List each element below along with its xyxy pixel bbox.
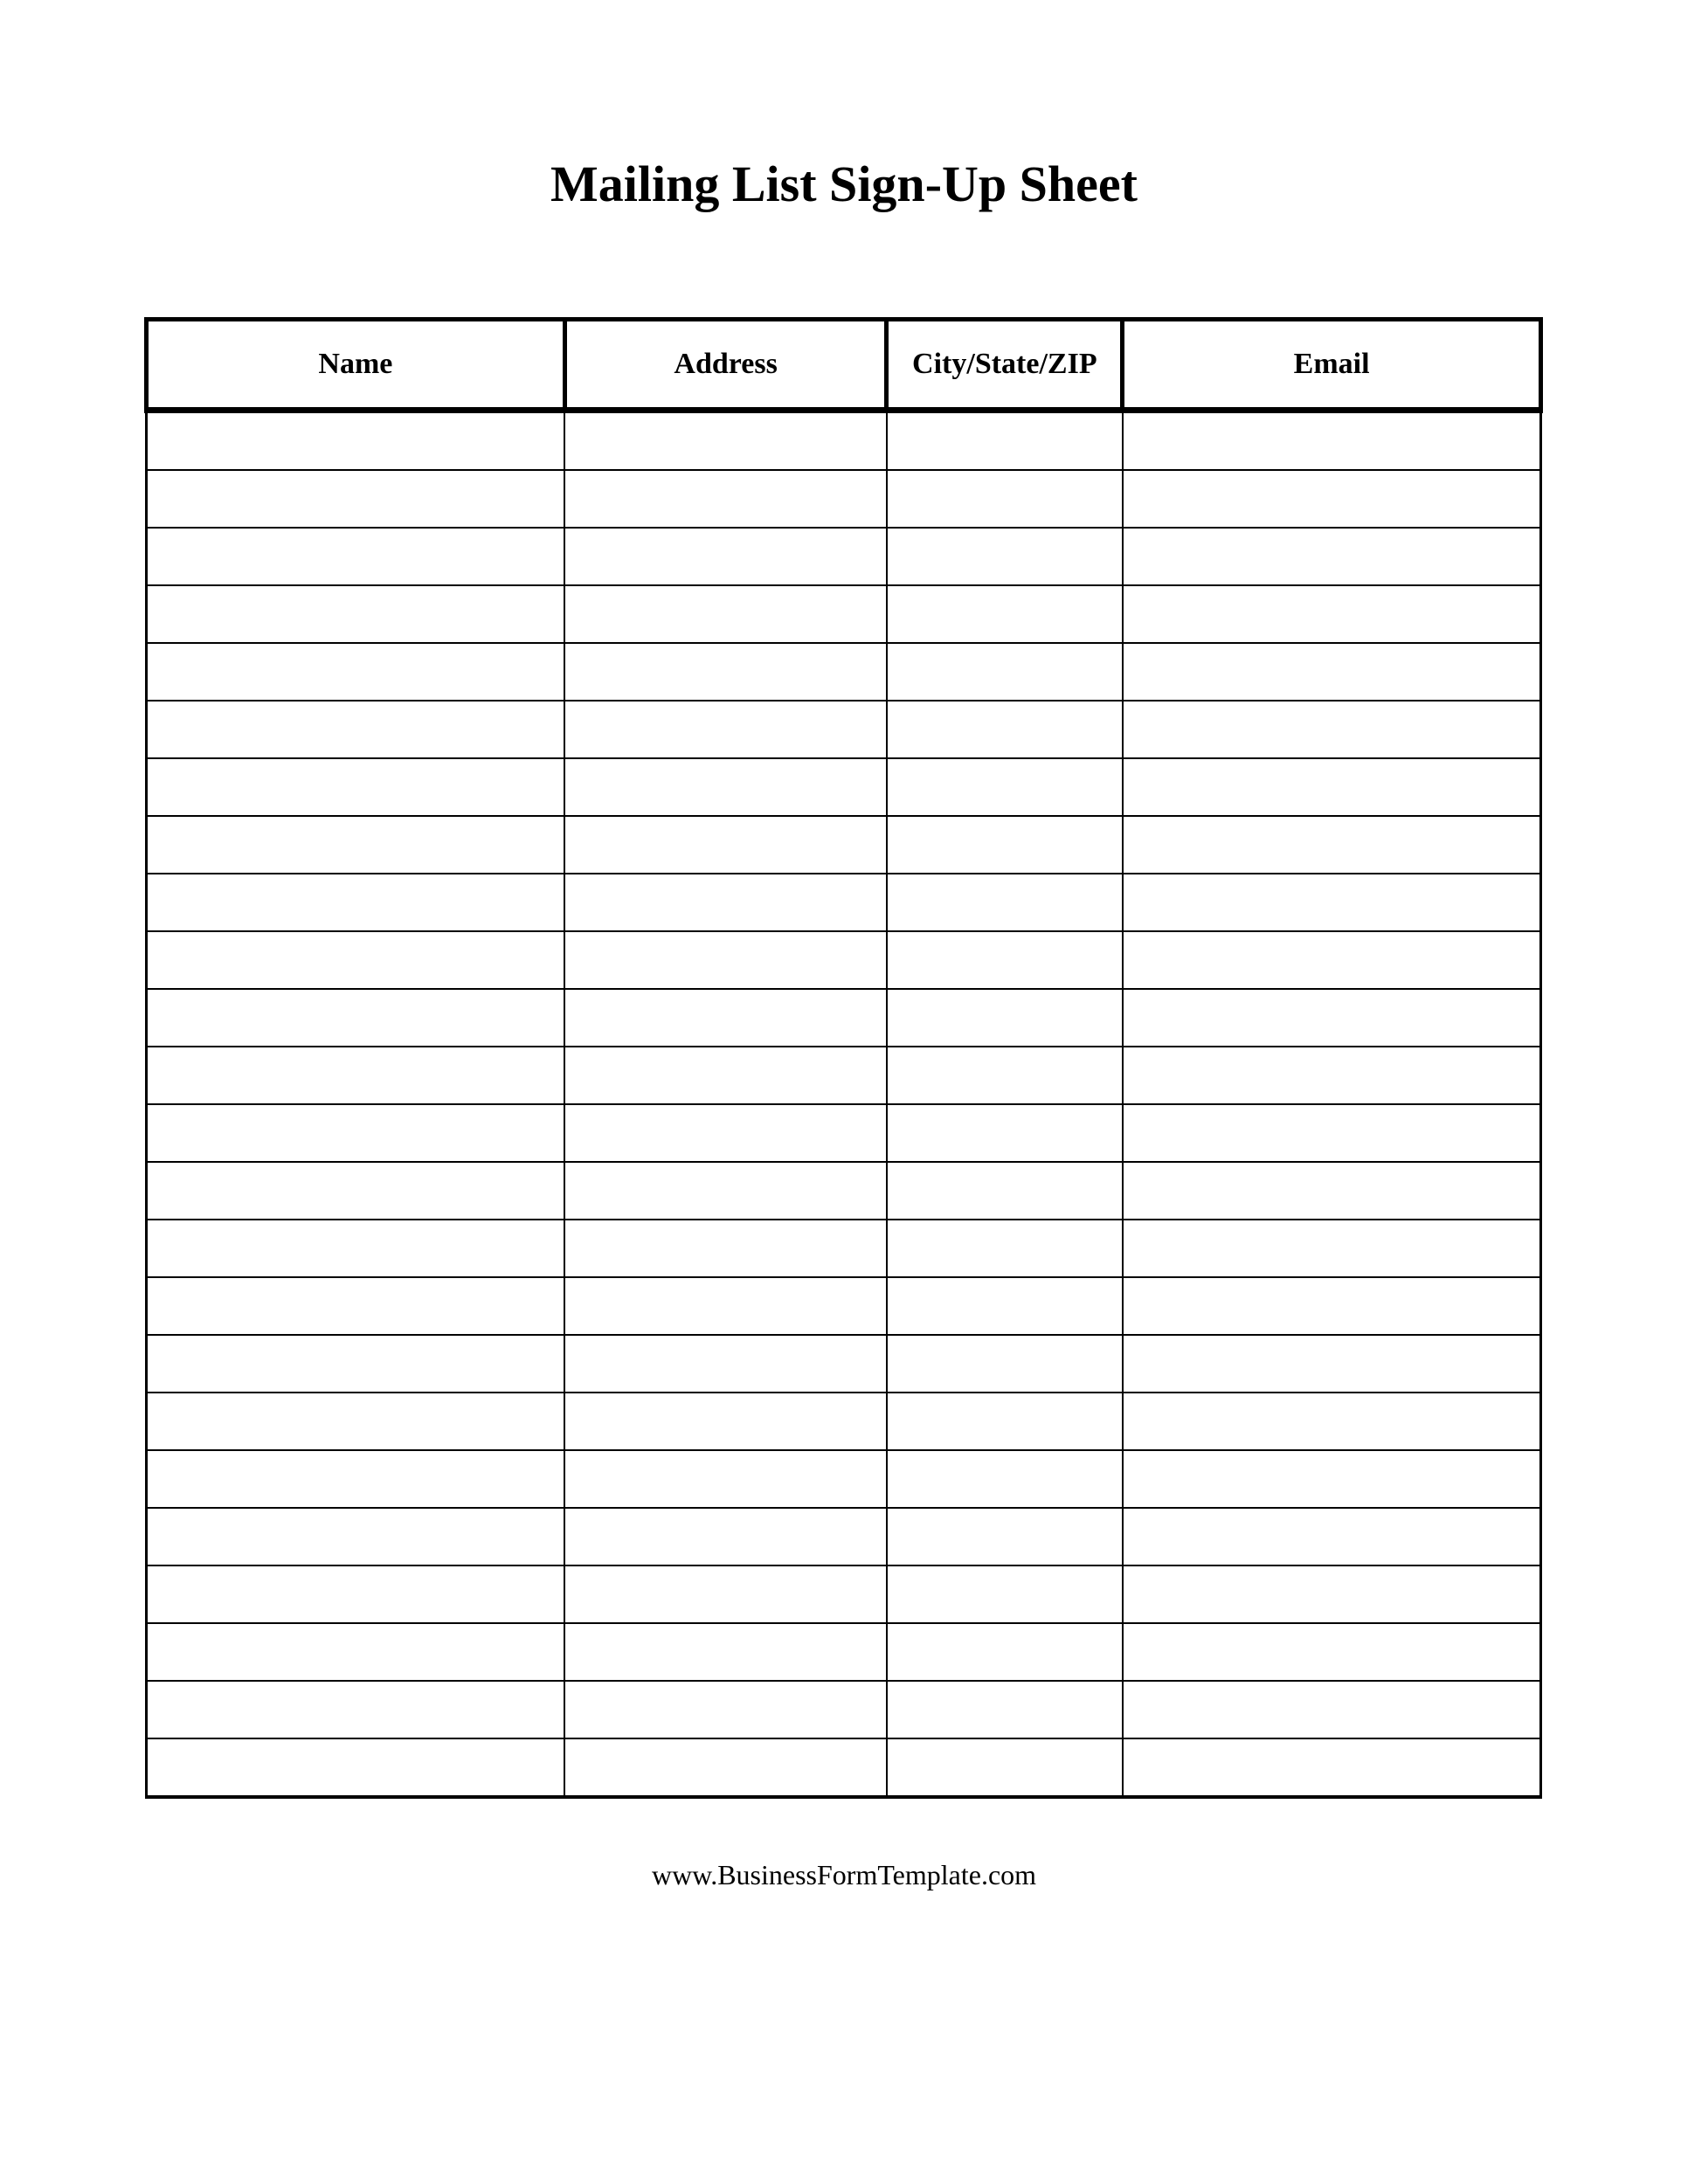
table-cell — [564, 585, 887, 643]
table-cell — [147, 1277, 565, 1335]
table-cell — [564, 1681, 887, 1738]
table-cell — [147, 816, 565, 874]
table-cell — [1123, 528, 1541, 585]
table-cell — [1123, 585, 1541, 643]
table-cell — [147, 1220, 565, 1277]
table-row — [147, 411, 1541, 471]
header-address: Address — [564, 320, 887, 411]
table-cell — [887, 1047, 1123, 1104]
table-cell — [887, 1393, 1123, 1450]
table-cell — [887, 1681, 1123, 1738]
table-cell — [564, 1047, 887, 1104]
table-cell — [1123, 816, 1541, 874]
table-cell — [564, 643, 887, 701]
signup-table — [144, 317, 1543, 1799]
table-cell — [1123, 1047, 1541, 1104]
table-cell — [1123, 701, 1541, 758]
table-row — [147, 1277, 1541, 1335]
page-title: Mailing List Sign-Up Sheet — [550, 156, 1138, 212]
header-email: Email — [1123, 320, 1541, 411]
table-cell — [887, 1450, 1123, 1508]
table-cell — [887, 1162, 1123, 1220]
table-cell — [1123, 1335, 1541, 1393]
table-cell — [564, 1623, 887, 1681]
table-row — [147, 1681, 1541, 1738]
table-cell — [887, 931, 1123, 989]
table-row — [147, 874, 1541, 931]
table-row — [147, 1738, 1541, 1797]
table-cell — [564, 816, 887, 874]
table-cell — [564, 1335, 887, 1393]
table-cell — [1123, 1623, 1541, 1681]
table-cell — [564, 1450, 887, 1508]
table-cell — [1123, 758, 1541, 816]
table-cell — [1123, 989, 1541, 1047]
table-cell — [887, 758, 1123, 816]
table-cell — [1123, 1508, 1541, 1565]
table-row — [147, 1623, 1541, 1681]
table-cell — [887, 989, 1123, 1047]
table-cell — [564, 931, 887, 989]
table-row — [147, 1220, 1541, 1277]
table-cell — [147, 1623, 565, 1681]
table-cell — [564, 1104, 887, 1162]
table-cell — [564, 1565, 887, 1623]
table-cell — [147, 701, 565, 758]
table-cell — [887, 1565, 1123, 1623]
table-cell — [147, 1738, 565, 1797]
table-row — [147, 1565, 1541, 1623]
table-cell — [887, 411, 1123, 471]
table-cell — [1123, 874, 1541, 931]
table-row — [147, 1335, 1541, 1393]
table-cell — [1123, 1220, 1541, 1277]
table-cell — [887, 1335, 1123, 1393]
header-row — [147, 320, 1541, 411]
table-cell — [147, 643, 565, 701]
table-body — [147, 411, 1541, 1798]
table-cell — [887, 816, 1123, 874]
table-cell — [564, 1220, 887, 1277]
table-row — [147, 758, 1541, 816]
table-row — [147, 1450, 1541, 1508]
table-cell — [1123, 1738, 1541, 1797]
table-cell — [1123, 411, 1541, 471]
table-row — [147, 816, 1541, 874]
table-cell — [1123, 1565, 1541, 1623]
table-cell — [147, 1450, 565, 1508]
table-cell — [1123, 1393, 1541, 1450]
table-row — [147, 1162, 1541, 1220]
table-cell — [147, 874, 565, 931]
table-cell — [147, 470, 565, 528]
table-cell — [564, 874, 887, 931]
table-cell — [887, 1104, 1123, 1162]
table-cell — [887, 1738, 1123, 1797]
table-cell — [564, 411, 887, 471]
table-cell — [887, 701, 1123, 758]
table-cell — [887, 528, 1123, 585]
table-cell — [564, 989, 887, 1047]
table-row — [147, 1047, 1541, 1104]
table-cell — [887, 585, 1123, 643]
table-cell — [147, 528, 565, 585]
table-cell — [147, 931, 565, 989]
table-cell — [564, 1508, 887, 1565]
table-cell — [147, 1047, 565, 1104]
table-cell — [1123, 1277, 1541, 1335]
table-cell — [887, 643, 1123, 701]
table-cell — [1123, 643, 1541, 701]
table-cell — [564, 758, 887, 816]
table-row — [147, 701, 1541, 758]
table-cell — [147, 585, 565, 643]
table-cell — [147, 1508, 565, 1565]
table-cell — [564, 1277, 887, 1335]
table-row — [147, 528, 1541, 585]
table-row — [147, 931, 1541, 989]
table-cell — [564, 470, 887, 528]
table-cell — [147, 411, 565, 471]
table-cell — [147, 1681, 565, 1738]
table-cell — [887, 1220, 1123, 1277]
table-cell — [1123, 1450, 1541, 1508]
table-cell — [1123, 1162, 1541, 1220]
table-cell — [1123, 470, 1541, 528]
table-cell — [564, 1393, 887, 1450]
table-cell — [147, 758, 565, 816]
table-row — [147, 989, 1541, 1047]
table-cell — [887, 470, 1123, 528]
table-cell — [147, 1393, 565, 1450]
table-cell — [564, 701, 887, 758]
table-cell — [564, 528, 887, 585]
table-cell — [887, 1508, 1123, 1565]
table-row — [147, 1393, 1541, 1450]
table-cell — [1123, 1104, 1541, 1162]
table-row — [147, 585, 1541, 643]
header-city-state-zip: City/State/ZIP — [887, 320, 1123, 411]
table-cell — [147, 1335, 565, 1393]
table-cell — [1123, 931, 1541, 989]
table-cell — [887, 1277, 1123, 1335]
table-row — [147, 1508, 1541, 1565]
table-cell — [147, 1162, 565, 1220]
table-row — [147, 1104, 1541, 1162]
table-cell — [1123, 1681, 1541, 1738]
table-header — [147, 320, 1541, 411]
table-row — [147, 643, 1541, 701]
table-cell — [147, 1565, 565, 1623]
header-name: Name — [147, 320, 565, 411]
table-cell — [147, 989, 565, 1047]
table-cell — [887, 1623, 1123, 1681]
table-cell — [564, 1162, 887, 1220]
table-cell — [564, 1738, 887, 1797]
table-cell — [887, 874, 1123, 931]
footer-url: www.BusinessFormTemplate.com — [651, 1859, 1037, 1890]
table-row — [147, 470, 1541, 528]
table-cell — [147, 1104, 565, 1162]
